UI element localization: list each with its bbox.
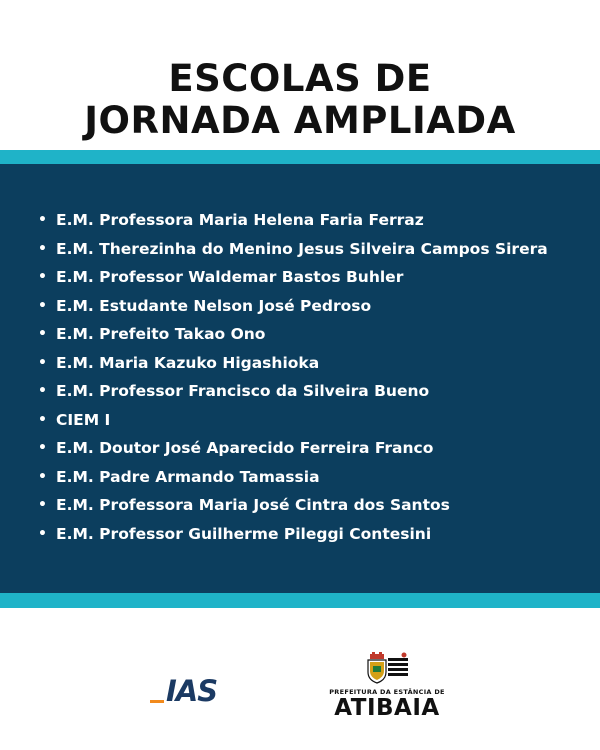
list-item bbox=[38, 377, 548, 406]
bullet-icon: • bbox=[38, 468, 47, 485]
bullet-icon: • bbox=[38, 240, 47, 257]
list-item bbox=[38, 320, 548, 349]
list-item bbox=[38, 263, 548, 292]
school-name: E.M. Professora Maria Helena Faria Ferraz bbox=[56, 211, 424, 229]
school-name: E.M. Doutor José Aparecido Ferreira Franco bbox=[56, 439, 434, 457]
school-name: E.M. Therezinha do Menino Jesus Silveira Campos Sirera bbox=[56, 239, 548, 258]
school-name: E.M. Maria Kazuko Higashioka bbox=[56, 353, 320, 372]
list-item bbox=[38, 463, 548, 492]
bullet-icon: • bbox=[38, 440, 47, 456]
school-name: E.M. Professora Maria José Cintra dos Santos bbox=[56, 496, 450, 514]
list-item bbox=[38, 235, 548, 264]
list-item bbox=[38, 434, 548, 463]
bullet-icon: • bbox=[38, 411, 47, 428]
city-subtitle: PREFEITURA DA ESTÂNCIA DE bbox=[329, 688, 445, 696]
accent-band-bottom bbox=[0, 593, 600, 608]
bullet-icon: • bbox=[38, 269, 47, 285]
school-name: E.M. Padre Armando Tamassia bbox=[56, 467, 320, 486]
title-line-1: ESCOLAS DE bbox=[168, 57, 432, 100]
bullet-icon: • bbox=[38, 525, 47, 542]
ias-dash-mark bbox=[150, 700, 164, 703]
school-name: E.M. Estudante Nelson José Pedroso bbox=[56, 296, 372, 315]
page-title bbox=[0, 58, 600, 142]
bullet-icon: • bbox=[38, 383, 47, 399]
ias-logo bbox=[150, 674, 217, 708]
school-name: E.M. Professor Waldemar Bastos Buhler bbox=[56, 268, 404, 286]
accent-band-top bbox=[0, 150, 600, 164]
title-line-2: JORNADA AMPLIADA bbox=[84, 99, 516, 142]
bullet-icon: • bbox=[38, 497, 47, 513]
list-item bbox=[38, 491, 548, 520]
bullet-icon: • bbox=[38, 354, 47, 371]
list-item bbox=[38, 349, 548, 378]
school-name: E.M. Professor Francisco da Silveira Bueno bbox=[56, 382, 430, 400]
city-name: ATIBAIA bbox=[334, 695, 440, 721]
list-item bbox=[38, 520, 548, 549]
bullet-icon: • bbox=[38, 212, 47, 228]
school-name: E.M. Prefeito Takao Ono bbox=[56, 325, 266, 343]
list-item bbox=[38, 406, 548, 435]
coat-of-arms-icon bbox=[364, 652, 410, 686]
list-item bbox=[38, 206, 548, 235]
bullet-icon: • bbox=[38, 326, 47, 342]
ias-logo-text: IAS bbox=[166, 674, 218, 708]
bullet-icon: • bbox=[38, 297, 47, 314]
list-item bbox=[38, 292, 548, 321]
school-name: E.M. Professor Guilherme Pileggi Contesini bbox=[56, 524, 432, 543]
school-name: CIEM I bbox=[56, 410, 111, 429]
atibaia-logo bbox=[322, 652, 452, 720]
schools-list bbox=[38, 206, 548, 548]
